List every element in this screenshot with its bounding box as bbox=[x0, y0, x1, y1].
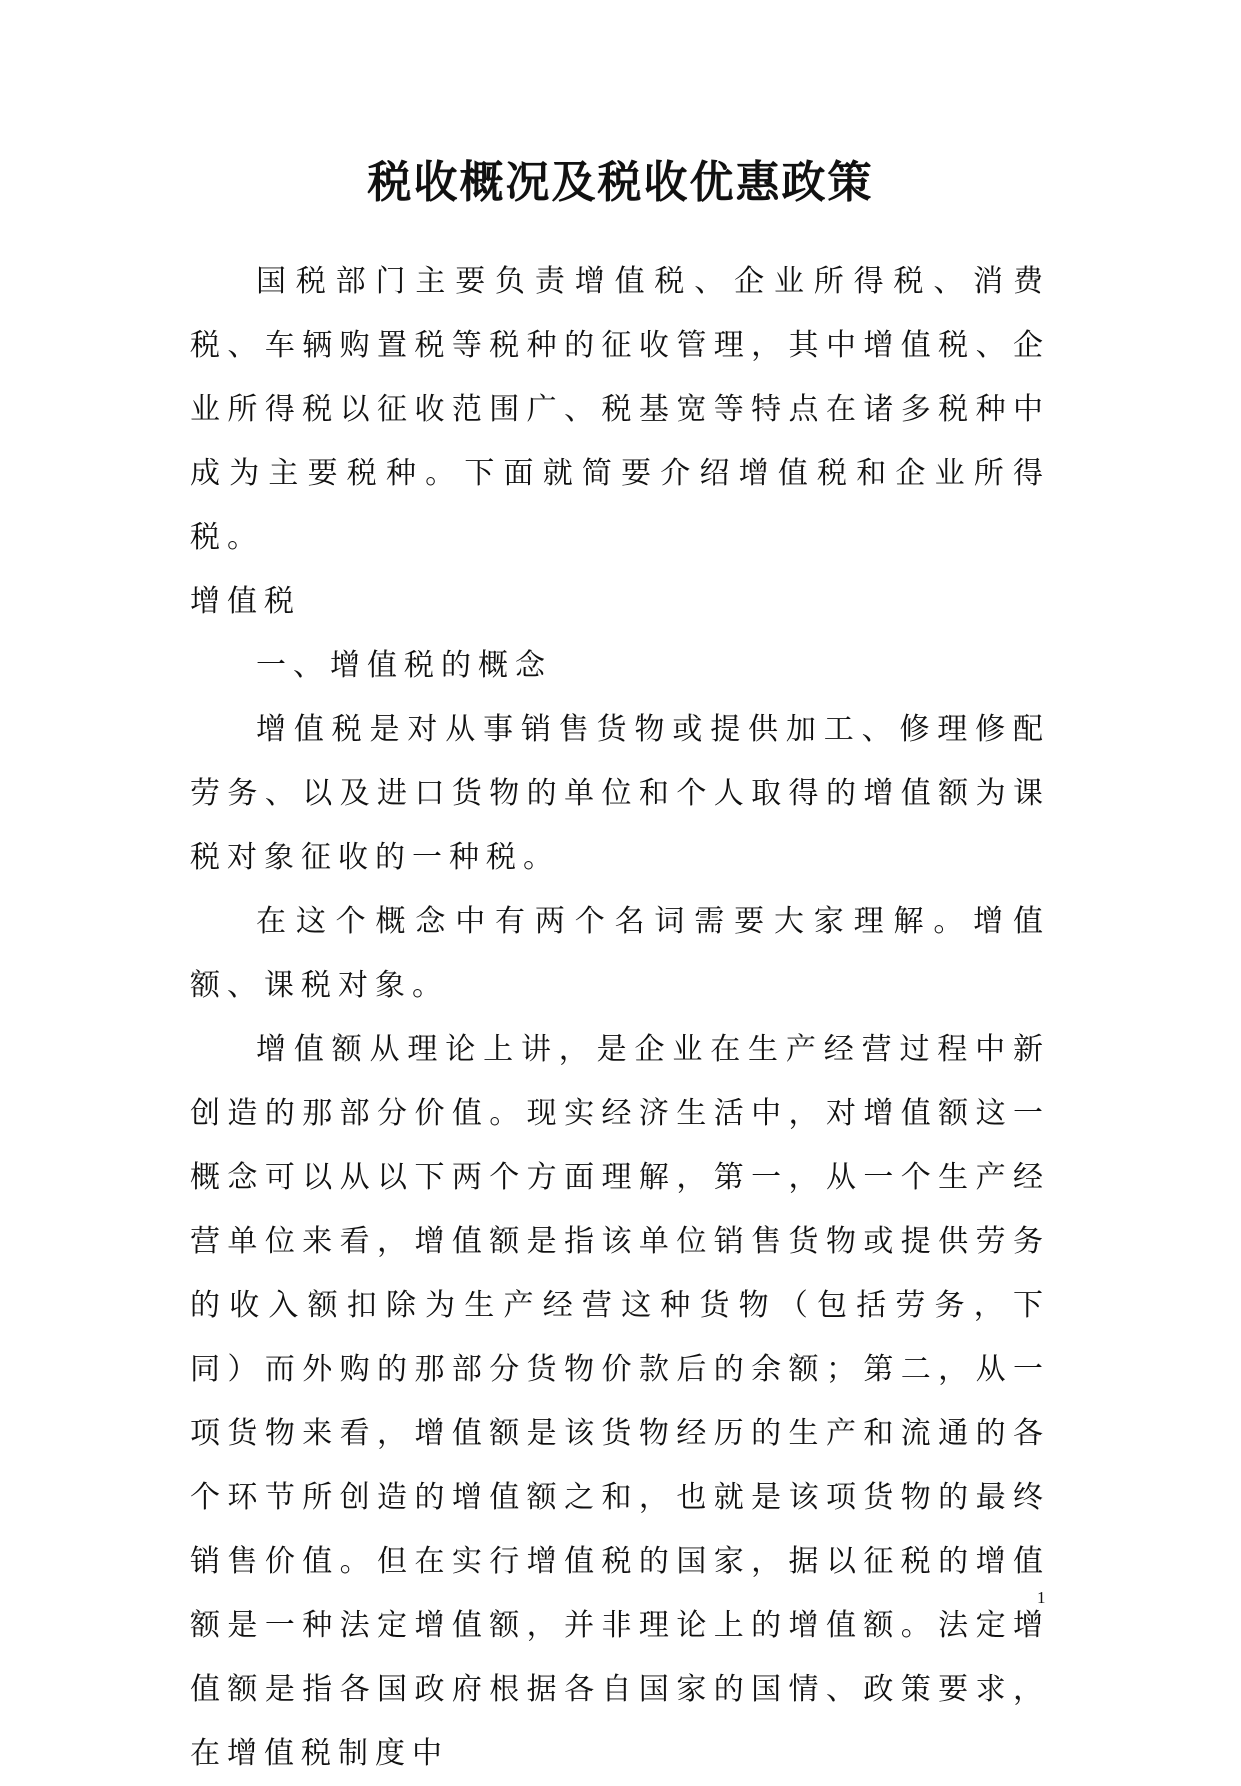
paragraph-value-added: 增值额从理论上讲，是企业在生产经营过程中新创造的那部分价值。现实经济生活中，对增值额这一概念可以从以下两个方面理解，第一，从一个生产经营单位来看，增值额是指该单位销售货物或提供劳务的收入额扣除为生产经营这种货物（包括劳务，下同）而外购的那部分货物价款后的余额；第二，从一项货物来看，增值额是该货物经历的生产和流通的各个环节所创造的增值额之和，也就是该项货物的最终销售价值。但在实行增值税的国家，据以征税的增值额是一种法定增值额，并非理论上的增值额。法定增值额是指各国政府根据各自国家的国情、政策要求，在增值税制度中 bbox=[190, 1032, 1050, 1771]
paragraph-terms: 在这个概念中有两个名词需要大家理解。增值额、课税对象。 bbox=[190, 904, 1050, 1003]
page-number: 1 bbox=[1037, 1588, 1046, 1607]
section-heading-vat: 增值税 bbox=[190, 584, 301, 619]
subsection-heading-vat-concept: 一、增值税的概念 bbox=[256, 648, 552, 683]
paragraph-intro: 国税部门主要负责增值税、企业所得税、消费税、车辆购置税等税种的征收管理，其中增值税、企业所得税以征收范围广、税基宽等特点在诸多税种中成为主要税种。下面就简要介绍增值税和企业所得税。 bbox=[190, 264, 1050, 555]
document-body bbox=[190, 250, 1050, 1786]
document-title: 税收概况及税收优惠政策 bbox=[367, 157, 874, 208]
paragraph-vat-definition: 增值税是对从事销售货物或提供加工、修理修配劳务、以及进口货物的单位和个人取得的增值额为课税对象征收的一种税。 bbox=[190, 712, 1050, 875]
